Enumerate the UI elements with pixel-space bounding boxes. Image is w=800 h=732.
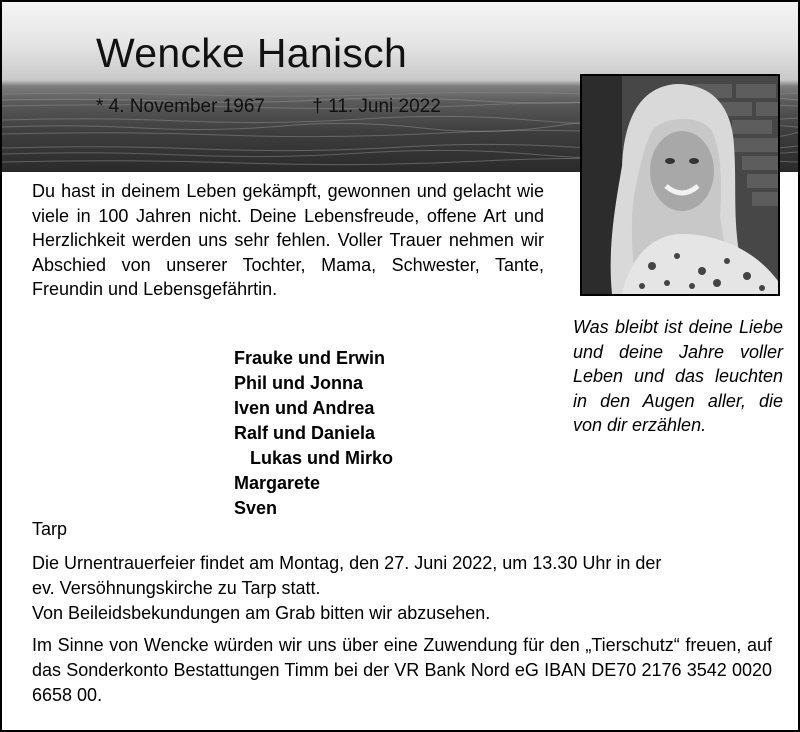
deceased-name: Wencke Hanisch xyxy=(96,30,408,76)
farewell-text xyxy=(32,179,544,302)
service-line: ev. Versöhnungskirche zu Tarp statt. xyxy=(32,578,321,598)
mourners-list xyxy=(234,346,393,521)
donation-request: Im Sinne von Wencke würden wir uns über eine Zuwendung für den „Tierschutz“ freuen, auf das Sonderkonto Bestattungen Timm bei der VR Bank Nord eG IBAN DE70 2176 3542 0020 6658 00. xyxy=(32,635,772,705)
memorial-quote: Was bleibt ist deine Liebe und deine Jahre voller Leben und das leuchten in den Augen aller, die von dir erzählen. xyxy=(573,317,783,435)
portrait-image xyxy=(582,76,778,294)
portrait-photo xyxy=(580,74,780,296)
place-name: Tarp xyxy=(32,519,68,539)
mourner-name: Frauke und Erwin xyxy=(234,348,386,368)
mourner-name: Sven xyxy=(234,498,278,518)
service-line: Von Beileidsbekundungen am Grab bitten wir abzusehen. xyxy=(32,603,491,623)
funeral-service-info xyxy=(32,551,772,626)
farewell-paragraph: Du hast in deinem Leben gekämpft, gewonnen und gelacht wie viele in 100 Jahren nicht. Deine Lebensfreude, offene Art und Herzlichkeit werden uns sehr fehlen. Voller Trauer nehmen wir Abschied von unserer Tochter, Mama, Schwester, Tante, Freundin und Lebensgefährtin. xyxy=(32,181,544,299)
mourner-name: Phil und Jonna xyxy=(234,373,363,393)
service-line: Die Urnentrauerfeier findet am Montag, den 27. Juni 2022, um 13.30 Uhr in der xyxy=(32,553,662,573)
mourner-name: Ralf und Daniela xyxy=(234,423,376,443)
mourner-name: Margarete xyxy=(234,473,321,493)
mourner-name: Lukas und Mirko xyxy=(250,448,394,468)
death-date: † 11. Juni 2022 xyxy=(312,96,441,117)
birth-date: * 4. November 1967 xyxy=(96,96,265,117)
life-dates xyxy=(96,96,441,118)
mourner-name: Iven und Andrea xyxy=(234,398,375,418)
